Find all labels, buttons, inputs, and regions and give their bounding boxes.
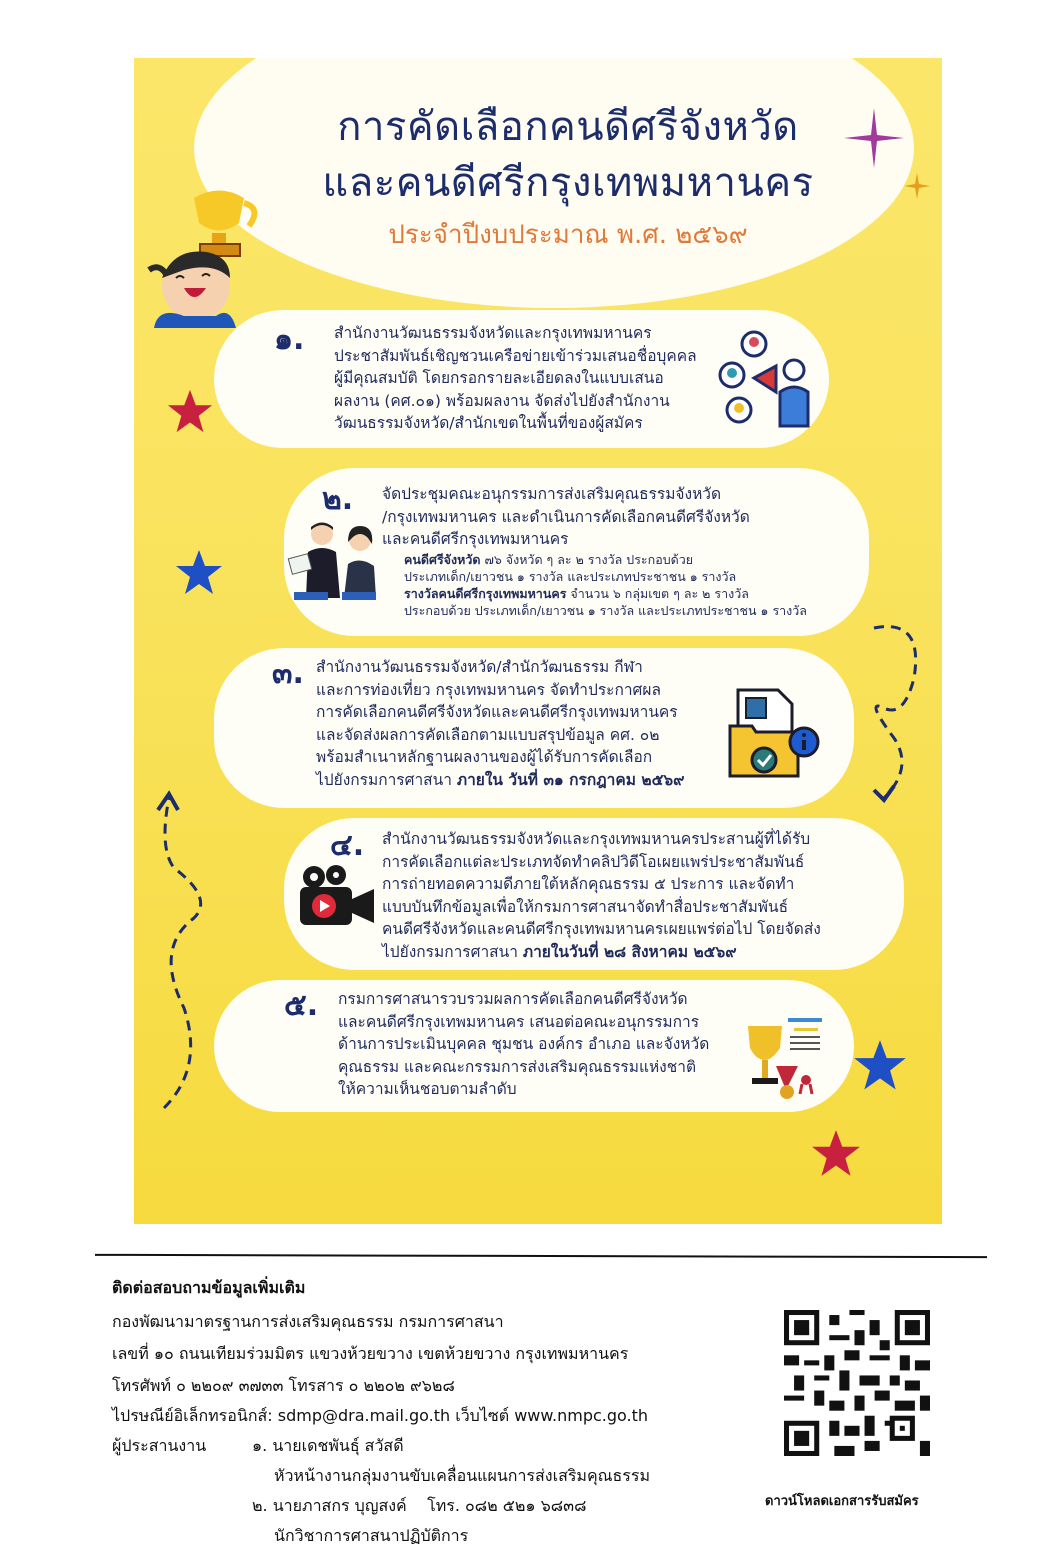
coordinator-1-role: หัวหน้างานกลุ่มงานขับเคลื่อนแผนการส่งเสริมคุณธรรม	[274, 1466, 651, 1485]
step-4-deadline: ภายในวันที่ ๒๘ สิงหาคม ๒๕๖๙	[522, 942, 737, 961]
meeting-people-icon	[284, 520, 389, 602]
detail-bold: รางวัลคนดีศรีกรุงเทพมหานคร	[404, 586, 567, 601]
step-5-line: และคนดีศรีกรุงเทพมหานคร เสนอต่อคณะอนุกรรมการ	[338, 1012, 700, 1031]
step-3-line: สำนักงานวัฒนธรรมจังหวัด/สำนักวัฒนธรรม กีฬา	[316, 658, 643, 676]
footer-divider	[95, 1254, 987, 1258]
step-3-line: และจัดส่งผลการคัดเลือกตามแบบสรุปข้อมูล คศ. ๐๒	[316, 725, 660, 744]
red-star-icon	[810, 1128, 862, 1180]
detail-rest: ประกอบด้วย ประเภทเด็ก/เยาวชน ๑ รางวัล และประเภทประชาชน ๑ รางวัล	[404, 603, 807, 618]
trophy-certificate-icon	[742, 1016, 842, 1104]
detail-rest: ประเภทเด็ก/เยาวชน ๑ รางวัล และประเภทประชาชน ๑ รางวัล	[404, 569, 737, 584]
step-5-text	[338, 988, 709, 1101]
step-4-line: การถ่ายทอดความดีภายใต้หลักคุณธรรม ๕ ประการ และจัดทำ	[382, 875, 795, 893]
detail-line	[404, 602, 807, 619]
detail-line	[404, 585, 807, 602]
blue-star-icon	[174, 548, 224, 598]
sparkle-icon	[844, 108, 904, 168]
detail-rest: ๗๖ จังหวัด ๆ ละ ๒ รางวัล ประกอบด้วย	[480, 552, 694, 567]
step-4-text	[382, 828, 821, 963]
red-star-icon	[166, 388, 214, 436]
step-3-text	[316, 656, 685, 791]
step-2-number: ๒.	[322, 482, 354, 517]
step-5-line: คุณธรรม และคณะกรรมการส่งเสริมคุณธรรมแห่งชาติ	[338, 1057, 697, 1076]
step-1-line: วัฒนธรรมจังหวัด/สำนักเขตในพื้นที่ของผู้สมัคร	[334, 414, 643, 432]
coordinator-1-name: ๑. นายเดชพันธุ์ สวัสดี	[252, 1436, 404, 1455]
step-2-line: จัดประชุมคณะอนุกรรมการส่งเสริมคุณธรรมจังหวัด	[382, 485, 722, 503]
step-2-line: และคนดีศรีกรุงเทพมหานคร	[382, 530, 569, 548]
detail-rest: จำนวน ๖ กลุ่มเขต ๆ ละ ๒ รางวัล	[566, 586, 749, 601]
qr-download-label: ดาวน์โหลดเอกสารรับสมัคร	[765, 1494, 919, 1509]
qr-code-icon[interactable]	[784, 1310, 930, 1456]
step-2-details	[404, 551, 807, 619]
step-5-line: ให้ความเห็นชอบตามลำดับ	[338, 1080, 517, 1098]
step-5-number: ๕.	[284, 988, 319, 1023]
dashed-arrow-icon	[144, 788, 224, 1118]
step-4-number: ๔.	[330, 828, 365, 863]
footer-address: เลขที่ ๑๐ ถนนเทียมร่วมมิตร แขวงห้วยขวาง เขตห้วยขวาง กรุงเทพมหานคร	[112, 1344, 629, 1363]
coordinator-2-role: นักวิชาการศาสนาปฏิบัติการ	[274, 1526, 469, 1545]
step-3-line: การคัดเลือกคนดีศรีจังหวัดและคนดีศรีกรุงเทพมหานคร	[316, 703, 678, 721]
step-1-number: ๑.	[274, 322, 305, 357]
step-1-line: ประชาสัมพันธ์เชิญชวนเครือข่ายเข้าร่วมเสนอชื่อบุคคล	[334, 346, 697, 365]
step-1-line: ผลงาน (คศ.๐๑) พร้อมผลงาน จัดส่งไปยังสำนักงาน	[334, 391, 670, 410]
kid-with-trophy-icon	[144, 178, 274, 328]
step-3-line	[316, 769, 685, 792]
video-camera-icon	[296, 863, 376, 927]
dashed-arrow-icon	[834, 618, 934, 808]
poster-title-line2: และคนดีศรีกรุงเทพมหานคร	[322, 160, 814, 206]
footer-email[interactable]: ไปรษณีย์อิเล็กทรอนิกส์: sdmp@dra.mail.go.th เว็บไซต์ www.nmpc.go.th	[112, 1406, 649, 1425]
step-4-line	[382, 941, 821, 964]
step-2-line: /กรุงเทพมหานคร และดำเนินการคัดเลือกคนดีศรีจังหวัด	[382, 507, 750, 526]
detail-line	[404, 551, 807, 568]
step-4-line: สำนักงานวัฒนธรรมจังหวัดและกรุงเทพมหานครประสานผู้ที่ได้รับ	[382, 830, 811, 848]
step-5-line: ด้านการประเมินบุคคล ชุมชน องค์กร อำเภอ และจังหวัด	[338, 1035, 710, 1053]
coordinator-label: ผู้ประสานงาน	[112, 1436, 207, 1455]
footer-org: กองพัฒนามาตรฐานการส่งเสริมคุณธรรม กรมการศาสนา	[112, 1312, 504, 1331]
step-4-plain: ไปยังกรมการศาสนา	[382, 942, 523, 961]
step-5-line: กรมการศาสนารวบรวมผลการคัดเลือกคนดีศรีจังหวัด	[338, 990, 688, 1008]
step-3-plain: ไปยังกรมการศาสนา	[316, 770, 457, 789]
sparkle-icon	[904, 173, 930, 199]
step-4-line: แบบบันทึกข้อมูลเพื่อให้กรมการศาสนาจัดทำสื่อประชาสัมพันธ์	[382, 897, 789, 916]
document-folder-check-icon	[726, 686, 822, 782]
poster-title-line1: การคัดเลือกคนดีศรีจังหวัด	[337, 104, 799, 150]
megaphone-people-icon	[714, 330, 814, 430]
blue-star-icon	[852, 1038, 908, 1094]
footer-phone: โทรศัพท์ ๐ ๒๒๐๙ ๓๗๓๓ โทรสาร ๐ ๒๒๐๒ ๙๖๒๘	[112, 1376, 455, 1395]
step-1-text	[334, 322, 697, 435]
step-3-line: และการท่องเที่ยว กรุงเทพมหานคร จัดทำประกาศผล	[316, 680, 661, 699]
step-3-line: พร้อมสำเนาหลักฐานผลงานของผู้ได้รับการคัดเลือก	[316, 748, 653, 766]
step-1-line: สำนักงานวัฒนธรรมจังหวัดและกรุงเทพมหานคร	[334, 324, 652, 342]
step-2-text	[382, 483, 750, 551]
detail-line	[404, 568, 807, 585]
poster	[134, 58, 942, 1224]
detail-bold: คนดีศรีจังหวัด	[404, 552, 481, 567]
footer-heading: ติดต่อสอบถามข้อมูลเพิ่มเติม	[112, 1278, 306, 1297]
step-3-number: ๓.	[272, 656, 304, 691]
coordinator-2-name: ๒. นายภาสกร บุญสงค์ โทร. ๐๘๒ ๕๒๑ ๖๘๓๘	[252, 1496, 587, 1515]
step-4-line: การคัดเลือกแต่ละประเภทจัดทำคลิปวิดีโอเผยแพร่ประชาสัมพันธ์	[382, 852, 805, 871]
poster-subtitle: ประจำปีงบประมาณ พ.ศ. ๒๕๖๙	[388, 220, 748, 250]
step-3-deadline: ภายใน วันที่ ๓๑ กรกฎาคม ๒๕๖๙	[456, 770, 685, 789]
step-4-line: คนดีศรีจังหวัดและคนดีศรีกรุงเทพมหานครเผยแพร่ต่อไป โดยจัดส่ง	[382, 920, 821, 938]
step-1-line: ผู้มีคุณสมบัติ โดยกรอกรายละเอียดลงในแบบเสนอ	[334, 369, 664, 387]
